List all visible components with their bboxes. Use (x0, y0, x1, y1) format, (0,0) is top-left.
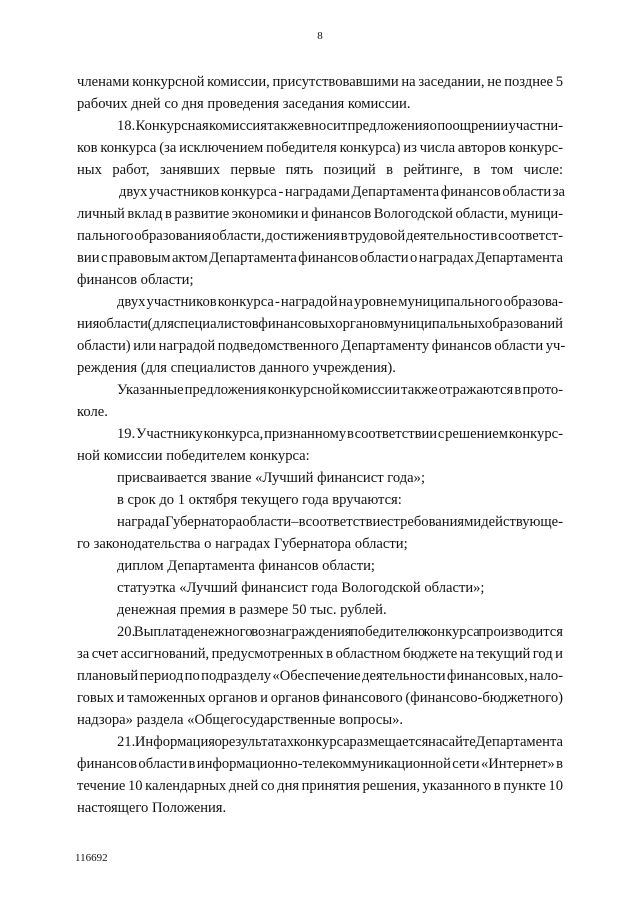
text-line: 18. Конкурсная комиссия также вносит предложения о поощрении участни- (117, 118, 563, 134)
text-line: ков конкурса (за исключением победителя конкурса) из числа авторов конкурс- (77, 140, 563, 156)
text-line: настоящего Положения. (77, 800, 227, 816)
text-line: диплом Департамента финансов области; (117, 558, 375, 574)
text-line: присваивается звание «Лучший финансист года»; (117, 470, 425, 486)
text-line: двух участников конкурса - наградами Департамента финансов области за (119, 184, 566, 200)
text-line: 21. Информация о результатах конкурса размещается на сайте Департамента (117, 734, 563, 750)
text-line: за счет ассигнований, предусмотренных в областном бюджете на текущий год и (77, 646, 563, 662)
text-line: членами конкурсной комиссии, присутствовавшими на заседании, не позднее 5 (77, 74, 563, 90)
text-line: плановый период по подразделу «Обеспечение деятельности финансовых, нало- (77, 668, 563, 684)
text-line: 19. Участнику конкурса, признанному в соответствии с решением конкурс- (117, 426, 563, 442)
text-line: надзора» раздела «Общегосударственные вопросы». (77, 712, 404, 728)
text-line: ния области (для специалистов финансовых органов муниципальных образований (77, 316, 563, 332)
text-line: рабочих дней со дня проведения заседания комиссии. (77, 96, 411, 112)
text-line: финансов области; (77, 272, 194, 288)
text-line: личный вклад в развитие экономики и финансов Вологодской области, муници- (77, 206, 563, 222)
text-line: награда Губернатора области – в соответствие с требованиями действующе- (117, 514, 563, 530)
text-line: двух участников конкурса - наградой на уровне муниципального образова- (117, 294, 563, 310)
text-line: статуэтка «Лучший финансист года Вологодской области»; (117, 580, 485, 596)
text-line: 20. Выплата денежного вознаграждения победителю конкурса производится (117, 624, 563, 640)
text-line: коле. (77, 404, 108, 420)
text-line: области) или наградой подведомственного Департаменту финансов области уч- (77, 338, 566, 354)
text-line: вии с правовым актом Департамента финансов области о наградах Департамента (77, 250, 563, 266)
text-line: денежная премия в размере 50 тыс. рублей. (117, 602, 387, 618)
text-line: го законодательства о наградах Губернатора области; (77, 536, 408, 552)
text-line: Указанные предложения конкурсной комиссии также отражаются в прото- (117, 382, 563, 398)
footer-code: 116692 (75, 852, 108, 864)
text-line: реждения (для специалистов данного учреждения). (77, 360, 396, 376)
text-line: говых и таможенных органов и органов финансового (финансово-бюджетного) (77, 690, 563, 706)
text-line: в срок до 1 октября текущего года вручаются: (117, 492, 402, 508)
text-line: течение 10 календарных дней со дня принятия решения, указанного в пункте 10 (77, 778, 563, 794)
page-number: 8 (317, 30, 323, 42)
text-line: финансов области в информационно-телекоммуникационной сети «Интернет» в (77, 756, 563, 772)
text-line: ных работ, занявших первые пять позиций в рейтинге, в том числе: (77, 162, 563, 178)
text-line: ной комиссии победителем конкурса: (77, 448, 310, 464)
text-line: пального образования области, достижения в трудовой деятельности в соответст- (77, 228, 563, 244)
